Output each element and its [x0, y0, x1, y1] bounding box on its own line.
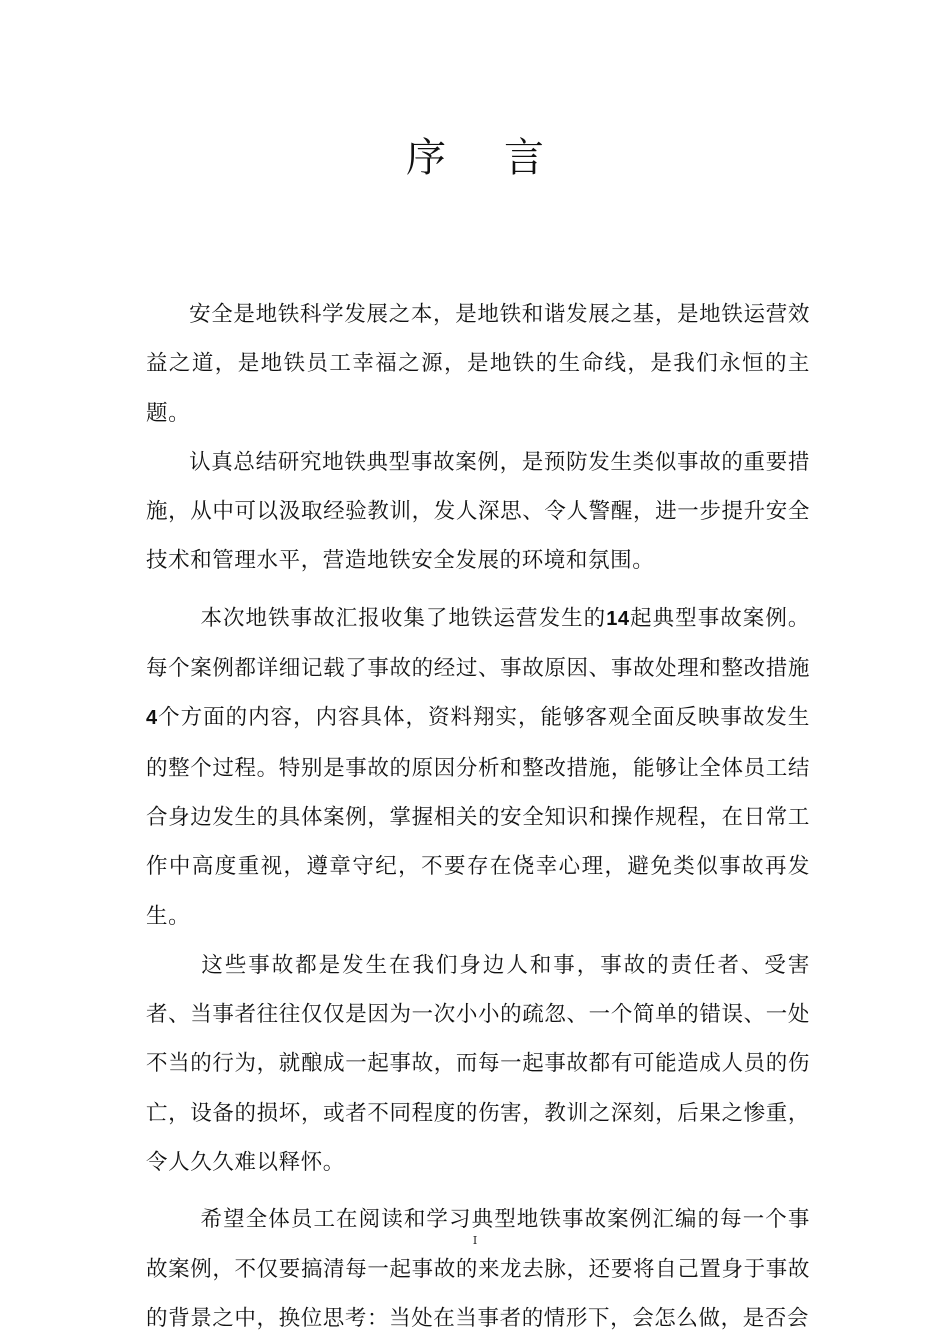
title-char-2: 言: [504, 135, 544, 181]
paragraph-5: [146, 1195, 810, 1343]
paragraph-1-text: 安全是地铁科学发展之本，是地铁和谐发展之基，是地铁运营效益之道，是地铁员工幸福之源，是地铁的生命线，是我们永恒的主题。: [146, 302, 810, 426]
page-title: [0, 128, 950, 188]
title-char-1: 序: [406, 135, 446, 181]
paragraph-2-text: 认真总结研究地铁典型事故案例，是预防发生类似事故的重要措施，从中可以汲取经验教训，发人深思、令人警醒，进一步提升安全技术和管理水平，营造地铁安全发展的环境和氛围。: [146, 449, 810, 574]
paragraph-2: [146, 438, 810, 586]
document-body: [146, 290, 810, 1343]
paragraph-3-text-c: 个方面的内容，内容具体，资料翔实，能够客观全面反映事故发生的整个过程。特别是事故的原因分析和整改措施，能够让全体员工结合身边发生的具体案例，掌握相关的安全知识和操作规程，在日常工作中高度重视，遵章守纪，不要存在侥幸心理，避免类似事故再发生。: [146, 705, 810, 929]
paragraph-4: [146, 941, 810, 1187]
page-number: I: [472, 1234, 478, 1247]
paragraph-3-number-2: 4: [146, 707, 158, 730]
paragraph-3: [146, 594, 810, 941]
paragraph-3-text-b: 起典型事故案例。每个案例都详细记载了事故的经过、事故原因、事故处理和整改措施: [146, 605, 810, 682]
paragraph-3-number-1: 14: [606, 607, 630, 630]
paragraph-1: [146, 290, 810, 438]
paragraph-5-text: 希望全体员工在阅读和学习典型地铁事故案例汇编的每一个事故案例，不仅要搞清每一起事故的来龙去脉，还要将自己置身于事故的背景之中，换位思考：当处在当事者的情形下，会怎么做，是否会: [146, 1207, 810, 1331]
paragraph-3-text-a: 本次地铁事故汇报收集了地铁运营发生的: [200, 605, 607, 631]
paragraph-4-text: 这些事故都是发生在我们身边人和事，事故的责任者、受害者、当事者往往仅仅是因为一次小小的疏忽、一个简单的错误、一处不当的行为，就酿成一起事故，而每一起事故都有可能造成人员的伤亡，设备的损坏，或者不同程度的伤害，教训之深刻，后果之惨重，令人久久难以释怀。: [146, 952, 810, 1176]
